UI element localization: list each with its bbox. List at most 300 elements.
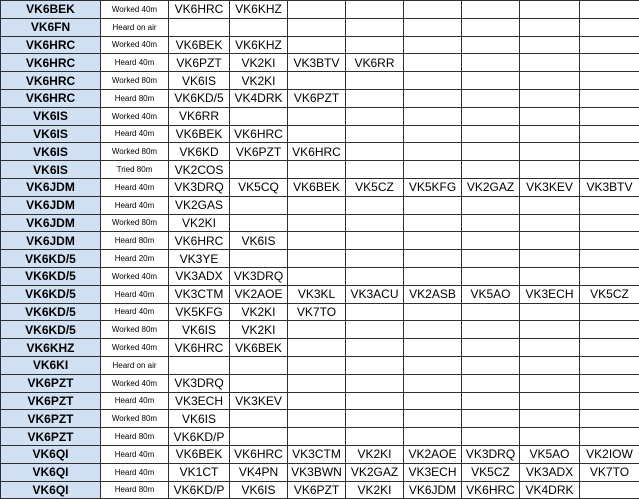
- heard-station-cell: [520, 410, 580, 428]
- heard-station-cell: [288, 250, 346, 268]
- heard-station-cell: VK6IS: [169, 321, 230, 339]
- heard-station-cell: [580, 250, 639, 268]
- table-row: [1, 481, 639, 499]
- heard-station-cell: [288, 107, 346, 125]
- table-row: [1, 178, 639, 196]
- heard-station-cell: [169, 18, 230, 36]
- table-row: [1, 445, 639, 463]
- status-cell: Worked 80m: [101, 143, 169, 161]
- heard-station-cell: [580, 339, 639, 357]
- heard-station-cell: [230, 410, 288, 428]
- heard-station-cell: [346, 18, 404, 36]
- heard-station-cell: [520, 54, 580, 72]
- callsign-cell: VK6QI: [1, 481, 101, 499]
- heard-station-cell: [288, 356, 346, 374]
- heard-station-cell: [520, 428, 580, 446]
- heard-station-cell: [462, 143, 520, 161]
- heard-station-cell: [520, 196, 580, 214]
- status-cell: Worked 40m: [101, 107, 169, 125]
- heard-station-cell: [230, 214, 288, 232]
- heard-station-cell: VK6PZT: [230, 143, 288, 161]
- status-cell: Heard 80m: [101, 481, 169, 499]
- heard-station-cell: [404, 410, 462, 428]
- heard-station-cell: VK6BEK: [169, 125, 230, 143]
- heard-station-cell: [404, 392, 462, 410]
- heard-station-cell: [288, 232, 346, 250]
- table-row: [1, 356, 639, 374]
- table-row: [1, 36, 639, 54]
- heard-station-cell: VK1CT: [169, 463, 230, 481]
- heard-station-cell: [288, 428, 346, 446]
- heard-station-cell: [404, 107, 462, 125]
- callsign-cell: VK6JDM: [1, 232, 101, 250]
- heard-station-cell: [346, 214, 404, 232]
- table-row: [1, 125, 639, 143]
- heard-station-cell: [520, 392, 580, 410]
- heard-station-cell: [288, 1, 346, 19]
- heard-station-cell: VK6BEK: [169, 445, 230, 463]
- heard-station-cell: [520, 18, 580, 36]
- heard-station-cell: VK3BTV: [288, 54, 346, 72]
- status-cell: Worked 40m: [101, 1, 169, 19]
- heard-station-cell: VK6IS: [230, 232, 288, 250]
- heard-station-cell: [404, 196, 462, 214]
- heard-station-cell: [404, 214, 462, 232]
- heard-station-cell: [404, 89, 462, 107]
- status-cell: Heard 80m: [101, 89, 169, 107]
- heard-station-cell: [520, 321, 580, 339]
- heard-station-cell: [520, 161, 580, 179]
- table-row: [1, 410, 639, 428]
- heard-station-cell: [520, 214, 580, 232]
- table-row: [1, 214, 639, 232]
- heard-station-cell: [580, 481, 639, 499]
- callsign-cell: VK6IS: [1, 143, 101, 161]
- heard-station-cell: VK3ADX: [169, 267, 230, 285]
- callsign-cell: VK6KD/5: [1, 267, 101, 285]
- heard-station-cell: [580, 72, 639, 90]
- heard-station-cell: [462, 54, 520, 72]
- status-cell: Heard 40m: [101, 303, 169, 321]
- callsign-cell: VK6JDM: [1, 178, 101, 196]
- heard-station-cell: [520, 339, 580, 357]
- status-cell: Heard 40m: [101, 54, 169, 72]
- heard-station-cell: VK6BEK: [288, 178, 346, 196]
- table-row: [1, 250, 639, 268]
- heard-station-cell: VK6HRC: [288, 143, 346, 161]
- heard-station-cell: [580, 374, 639, 392]
- heard-station-cell: [520, 107, 580, 125]
- heard-station-cell: [580, 232, 639, 250]
- heard-station-cell: [346, 356, 404, 374]
- heard-station-cell: [462, 232, 520, 250]
- heard-station-cell: [346, 392, 404, 410]
- heard-station-cell: [288, 125, 346, 143]
- status-cell: Heard 40m: [101, 463, 169, 481]
- heard-station-cell: [346, 143, 404, 161]
- heard-station-cell: VK2KI: [230, 303, 288, 321]
- heard-station-cell: [520, 374, 580, 392]
- status-cell: Heard 40m: [101, 196, 169, 214]
- callsign-cell: VK6IS: [1, 161, 101, 179]
- heard-station-cell: [462, 72, 520, 90]
- heard-station-cell: [580, 392, 639, 410]
- heard-station-cell: [346, 1, 404, 19]
- table-row: [1, 72, 639, 90]
- heard-station-cell: [404, 303, 462, 321]
- status-cell: Heard 80m: [101, 428, 169, 446]
- table-row: [1, 267, 639, 285]
- heard-station-cell: [580, 18, 639, 36]
- heard-station-cell: [346, 267, 404, 285]
- heard-station-cell: [462, 214, 520, 232]
- heard-station-cell: [462, 250, 520, 268]
- heard-station-cell: VK3YE: [169, 250, 230, 268]
- heard-station-cell: VK6BEK: [169, 36, 230, 54]
- callsign-cell: VK6HRC: [1, 89, 101, 107]
- heard-station-cell: [462, 321, 520, 339]
- heard-station-cell: [288, 214, 346, 232]
- heard-station-cell: [288, 410, 346, 428]
- callsign-cell: VK6KD/5: [1, 303, 101, 321]
- heard-station-cell: [288, 36, 346, 54]
- table-row: [1, 392, 639, 410]
- heard-station-cell: [346, 428, 404, 446]
- heard-station-cell: [462, 392, 520, 410]
- heard-station-cell: [462, 196, 520, 214]
- table-row: [1, 374, 639, 392]
- heard-station-cell: [288, 339, 346, 357]
- status-cell: Worked 80m: [101, 214, 169, 232]
- callsign-cell: VK6HRC: [1, 54, 101, 72]
- heard-station-cell: [520, 250, 580, 268]
- heard-station-cell: [404, 374, 462, 392]
- heard-station-cell: VK2KI: [346, 481, 404, 499]
- heard-station-cell: [404, 339, 462, 357]
- heard-station-cell: [346, 339, 404, 357]
- heard-station-cell: [520, 232, 580, 250]
- heard-station-cell: [230, 196, 288, 214]
- status-cell: Heard 40m: [101, 178, 169, 196]
- heard-station-cell: [346, 303, 404, 321]
- heard-station-cell: VK6KD/5: [169, 89, 230, 107]
- callsign-cell: VK6KD/5: [1, 250, 101, 268]
- status-cell: Worked 40m: [101, 339, 169, 357]
- heard-station-cell: [404, 161, 462, 179]
- callsign-cell: VK6KD/5: [1, 285, 101, 303]
- table-row: [1, 285, 639, 303]
- heard-station-cell: VK6HRC: [230, 445, 288, 463]
- status-cell: Heard on air: [101, 356, 169, 374]
- heard-station-cell: [230, 374, 288, 392]
- heard-station-cell: [404, 356, 462, 374]
- heard-station-cell: VK3KEV: [520, 178, 580, 196]
- heard-station-cell: [462, 303, 520, 321]
- heard-station-cell: VK2GAZ: [346, 463, 404, 481]
- table-row: [1, 54, 639, 72]
- callsign-cell: VK6PZT: [1, 392, 101, 410]
- heard-station-cell: VK6IS: [169, 72, 230, 90]
- heard-station-cell: VK3ADX: [520, 463, 580, 481]
- table-row: [1, 18, 639, 36]
- heard-station-cell: [520, 356, 580, 374]
- heard-station-cell: VK6BEK: [230, 339, 288, 357]
- heard-station-cell: [580, 428, 639, 446]
- heard-station-cell: VK3CTM: [169, 285, 230, 303]
- table-row: [1, 232, 639, 250]
- heard-station-cell: [462, 267, 520, 285]
- heard-station-cell: VK4PN: [230, 463, 288, 481]
- heard-station-cell: [288, 72, 346, 90]
- heard-station-cell: [288, 321, 346, 339]
- heard-station-cell: VK2IOW: [580, 445, 639, 463]
- heard-station-cell: [462, 107, 520, 125]
- heard-station-cell: VK2KI: [230, 54, 288, 72]
- heard-station-cell: [520, 72, 580, 90]
- heard-station-cell: [346, 107, 404, 125]
- heard-station-cell: [520, 143, 580, 161]
- heard-station-cell: VK6IS: [230, 481, 288, 499]
- heard-station-cell: VK3ACU: [346, 285, 404, 303]
- heard-station-cell: [404, 321, 462, 339]
- heard-station-cell: [580, 36, 639, 54]
- heard-station-cell: VK3DRQ: [462, 445, 520, 463]
- heard-station-cell: [404, 232, 462, 250]
- callsign-cell: VK6BEK: [1, 1, 101, 19]
- heard-station-cell: VK3DRQ: [169, 178, 230, 196]
- heard-station-cell: [462, 374, 520, 392]
- heard-station-cell: VK6PZT: [169, 54, 230, 72]
- status-cell: Worked 40m: [101, 267, 169, 285]
- status-cell: Worked 80m: [101, 72, 169, 90]
- heard-station-cell: VK3ECH: [169, 392, 230, 410]
- table-row: [1, 428, 639, 446]
- heard-station-cell: [346, 374, 404, 392]
- heard-station-cell: VK3KL: [288, 285, 346, 303]
- status-cell: Heard on air: [101, 18, 169, 36]
- callsign-cell: VK6HRC: [1, 72, 101, 90]
- table-row: [1, 196, 639, 214]
- heard-station-cell: VK3KEV: [230, 392, 288, 410]
- heard-station-cell: [230, 107, 288, 125]
- heard-station-cell: VK6IS: [169, 410, 230, 428]
- callsign-cell: VK6PZT: [1, 374, 101, 392]
- heard-station-cell: VK5CZ: [462, 463, 520, 481]
- heard-station-cell: VK2AOE: [230, 285, 288, 303]
- heard-station-cell: [288, 374, 346, 392]
- heard-station-cell: [462, 356, 520, 374]
- heard-station-cell: [520, 303, 580, 321]
- heard-station-cell: VK3ECH: [404, 463, 462, 481]
- callsign-cell: VK6PZT: [1, 428, 101, 446]
- heard-station-cell: [346, 321, 404, 339]
- heard-station-cell: VK2KI: [346, 445, 404, 463]
- heard-station-cell: VK6RR: [346, 54, 404, 72]
- heard-station-cell: [462, 89, 520, 107]
- heard-station-cell: [288, 392, 346, 410]
- heard-station-cell: [404, 428, 462, 446]
- heard-station-cell: [520, 36, 580, 54]
- heard-station-cell: [520, 1, 580, 19]
- heard-station-cell: VK6JDM: [404, 481, 462, 499]
- heard-station-cell: [520, 89, 580, 107]
- heard-station-cell: [288, 196, 346, 214]
- heard-station-cell: VK3DRQ: [169, 374, 230, 392]
- table-row: [1, 161, 639, 179]
- heard-station-cell: [169, 356, 230, 374]
- callsign-cell: VK6KD/5: [1, 321, 101, 339]
- heard-station-cell: VK6HRC: [169, 339, 230, 357]
- status-cell: Heard 40m: [101, 445, 169, 463]
- heard-station-cell: VK6HRC: [169, 232, 230, 250]
- status-cell: Worked 40m: [101, 36, 169, 54]
- heard-station-cell: [346, 410, 404, 428]
- heard-station-cell: VK6HRC: [462, 481, 520, 499]
- heard-station-cell: [462, 125, 520, 143]
- heard-station-cell: VK6KD/P: [169, 481, 230, 499]
- callsign-cell: VK6KHZ: [1, 339, 101, 357]
- heard-station-cell: [580, 1, 639, 19]
- table-row: [1, 1, 639, 19]
- heard-station-cell: [346, 36, 404, 54]
- callsign-cell: VK6FN: [1, 18, 101, 36]
- heard-station-cell: VK5KFG: [404, 178, 462, 196]
- heard-station-cell: [404, 125, 462, 143]
- heard-station-cell: [404, 143, 462, 161]
- heard-station-cell: VK3BWN: [288, 463, 346, 481]
- heard-station-cell: [462, 161, 520, 179]
- heard-station-cell: [288, 267, 346, 285]
- table-row: [1, 339, 639, 357]
- heard-station-cell: VK2ASB: [404, 285, 462, 303]
- heard-station-cell: [346, 161, 404, 179]
- status-cell: Heard 40m: [101, 392, 169, 410]
- heard-station-cell: [580, 214, 639, 232]
- heard-station-cell: VK5AO: [520, 445, 580, 463]
- heard-station-cell: [346, 72, 404, 90]
- callsign-cell: VK6PZT: [1, 410, 101, 428]
- heard-station-cell: [580, 303, 639, 321]
- callsign-cell: VK6QI: [1, 445, 101, 463]
- heard-station-cell: [580, 356, 639, 374]
- callsign-cell: VK6QI: [1, 463, 101, 481]
- heard-station-cell: [580, 125, 639, 143]
- status-cell: Heard 80m: [101, 232, 169, 250]
- heard-station-cell: [580, 89, 639, 107]
- heard-station-cell: [288, 18, 346, 36]
- heard-station-cell: VK2KI: [230, 321, 288, 339]
- heard-station-cell: [288, 161, 346, 179]
- heard-station-cell: VK5CQ: [230, 178, 288, 196]
- heard-station-cell: [404, 72, 462, 90]
- heard-station-cell: [230, 161, 288, 179]
- heard-station-cell: [230, 428, 288, 446]
- callsign-cell: VK6JDM: [1, 214, 101, 232]
- heard-station-cell: [580, 321, 639, 339]
- heard-station-cell: VK5CZ: [580, 285, 639, 303]
- heard-station-cell: VK2GAS: [169, 196, 230, 214]
- heard-station-cell: VK6HRC: [230, 125, 288, 143]
- heard-station-cell: VK2AOE: [404, 445, 462, 463]
- heard-station-cell: VK5CZ: [346, 178, 404, 196]
- heard-station-cell: [462, 36, 520, 54]
- heard-station-cell: [346, 196, 404, 214]
- heard-station-cell: VK6PZT: [288, 89, 346, 107]
- heard-station-cell: [462, 428, 520, 446]
- heard-station-cell: [580, 54, 639, 72]
- heard-station-cell: [462, 18, 520, 36]
- status-cell: Worked 40m: [101, 374, 169, 392]
- heard-station-cell: VK2KI: [169, 214, 230, 232]
- status-cell: Worked 80m: [101, 321, 169, 339]
- status-cell: Heard 40m: [101, 285, 169, 303]
- table-row: [1, 89, 639, 107]
- callsign-cell: VK6IS: [1, 125, 101, 143]
- heard-station-cell: [520, 125, 580, 143]
- heard-station-cell: VK6RR: [169, 107, 230, 125]
- table-row: [1, 321, 639, 339]
- table-row: [1, 143, 639, 161]
- heard-station-cell: [346, 125, 404, 143]
- heard-station-cell: VK6PZT: [288, 481, 346, 499]
- heard-station-cell: VK3DRQ: [230, 267, 288, 285]
- heard-station-cell: [580, 267, 639, 285]
- callsign-cell: VK6HRC: [1, 36, 101, 54]
- callsign-cell: VK6JDM: [1, 196, 101, 214]
- callsign-cell: VK6KI: [1, 356, 101, 374]
- heard-station-cell: [404, 54, 462, 72]
- heard-station-cell: VK7TO: [288, 303, 346, 321]
- heard-station-cell: [462, 410, 520, 428]
- heard-station-cell: [230, 250, 288, 268]
- status-cell: Worked 80m: [101, 410, 169, 428]
- heard-station-cell: [520, 267, 580, 285]
- heard-station-cell: [404, 267, 462, 285]
- heard-station-cell: VK4DRK: [520, 481, 580, 499]
- heard-station-cell: VK6HRC: [169, 1, 230, 19]
- heard-station-cell: VK2COS: [169, 161, 230, 179]
- heard-station-cell: [580, 196, 639, 214]
- heard-station-cell: [230, 356, 288, 374]
- heard-station-cell: [404, 36, 462, 54]
- heard-station-cell: VK3CTM: [288, 445, 346, 463]
- heard-station-cell: [404, 18, 462, 36]
- heard-station-cell: VK5KFG: [169, 303, 230, 321]
- heard-station-cell: VK6KHZ: [230, 1, 288, 19]
- heard-station-cell: VK5AO: [462, 285, 520, 303]
- heard-station-cell: [462, 339, 520, 357]
- heard-station-cell: [230, 18, 288, 36]
- heard-station-cell: VK6KD/P: [169, 428, 230, 446]
- heard-station-cell: VK6KHZ: [230, 36, 288, 54]
- heard-station-cell: VK6KD: [169, 143, 230, 161]
- contact-log-body: [1, 1, 639, 499]
- table-row: [1, 463, 639, 481]
- heard-station-cell: VK3BTV: [580, 178, 639, 196]
- heard-station-cell: [580, 161, 639, 179]
- status-cell: Heard 40m: [101, 125, 169, 143]
- heard-station-cell: [404, 250, 462, 268]
- heard-station-cell: [580, 410, 639, 428]
- heard-station-cell: [346, 89, 404, 107]
- table-row: [1, 303, 639, 321]
- status-cell: Tried 80m: [101, 161, 169, 179]
- heard-station-cell: [346, 250, 404, 268]
- callsign-cell: VK6IS: [1, 107, 101, 125]
- heard-station-cell: [580, 143, 639, 161]
- heard-station-cell: VK3ECH: [520, 285, 580, 303]
- table-row: [1, 107, 639, 125]
